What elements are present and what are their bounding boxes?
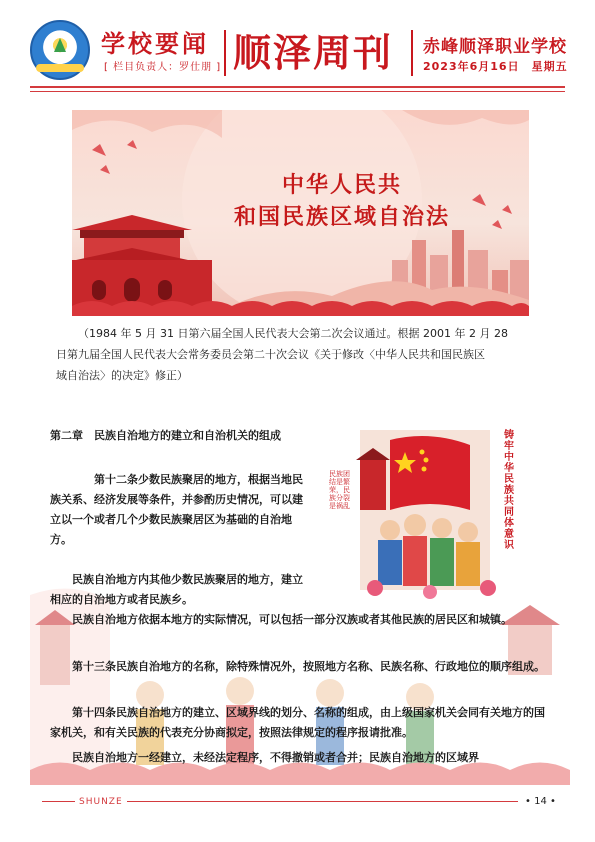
intro-line-1: （1984 年 5 月 31 日第六届全国人民代表大会第二次会议通过。根据 2001 年 2 月 28: [78, 327, 508, 340]
article-12-para-3: 民族自治地方依据本地方的实际情况，可以包括一部分汉族或者其他民族的居民区和城镇。: [72, 613, 512, 626]
article-12-para-1: 第十二条少数民族聚居的地方，根据当地民族关系、经济发展等条件，并参酌历史情况，可以建立以一个或者几个少数民族聚居区为基础的自治地方。: [50, 473, 303, 546]
law-amendment-note: [56, 323, 556, 386]
illustration-side-text: 民族团结是繁荣，民族分裂是祸乱: [329, 470, 350, 510]
banner-title-line1: 中华人民共: [281, 173, 402, 198]
article-12-para-2: 民族自治地方内其他少数民族聚居的地方，建立相应的自治地方或者民族乡。: [50, 573, 303, 606]
intro-line-3: 域自治法〉的决定》修正）: [56, 369, 188, 382]
article-14: 第十四条民族自治地方的建立、区域界线的划分、名称的组成，由上级国家机关会同有关地方的国家机关，和有关民族的代表充分协商拟定，按照法律规定的程序报请批准。: [50, 706, 545, 739]
header-rule-top: [30, 86, 565, 88]
footer-brand: SHUNZE: [75, 797, 127, 807]
header-divider-left: [224, 30, 226, 76]
chapter-heading: 第二章 民族自治地方的建立和自治机关的组成: [50, 429, 281, 442]
column-editor: [ 栏目负责人：罗仕朋 ]: [104, 62, 222, 73]
illustration-slogan: 铸牢中华民族共同体意识: [504, 430, 514, 551]
header-divider-right: [411, 30, 413, 76]
publication-title: 顺泽周刊: [233, 31, 394, 75]
page-number: • 14 •: [525, 796, 556, 807]
issue-date: 2023年6月16日 星期五: [423, 60, 568, 73]
intro-line-2: 日第九届全国人民代表大会常务委员会第二十次会议《关于修改〈中华人民共和国民族区: [56, 348, 485, 361]
section-title: 学校要闻: [101, 30, 209, 58]
article-13: 第十三条民族自治地方的名称，除特殊情况外，按照地方名称、民族名称、行政地位的顺序组成。: [72, 660, 545, 673]
banner-title-line2: 和国民族区域自治法: [233, 205, 450, 230]
header-rule-bottom: [30, 91, 565, 92]
law-banner: [72, 110, 529, 316]
school-name: 赤峰顺泽职业学校: [423, 37, 567, 57]
school-logo-icon: [30, 20, 90, 80]
article-14-para-2: 民族自治地方一经建立，未经法定程序，不得撤销或者合并；民族自治地方的区域界: [72, 751, 479, 764]
